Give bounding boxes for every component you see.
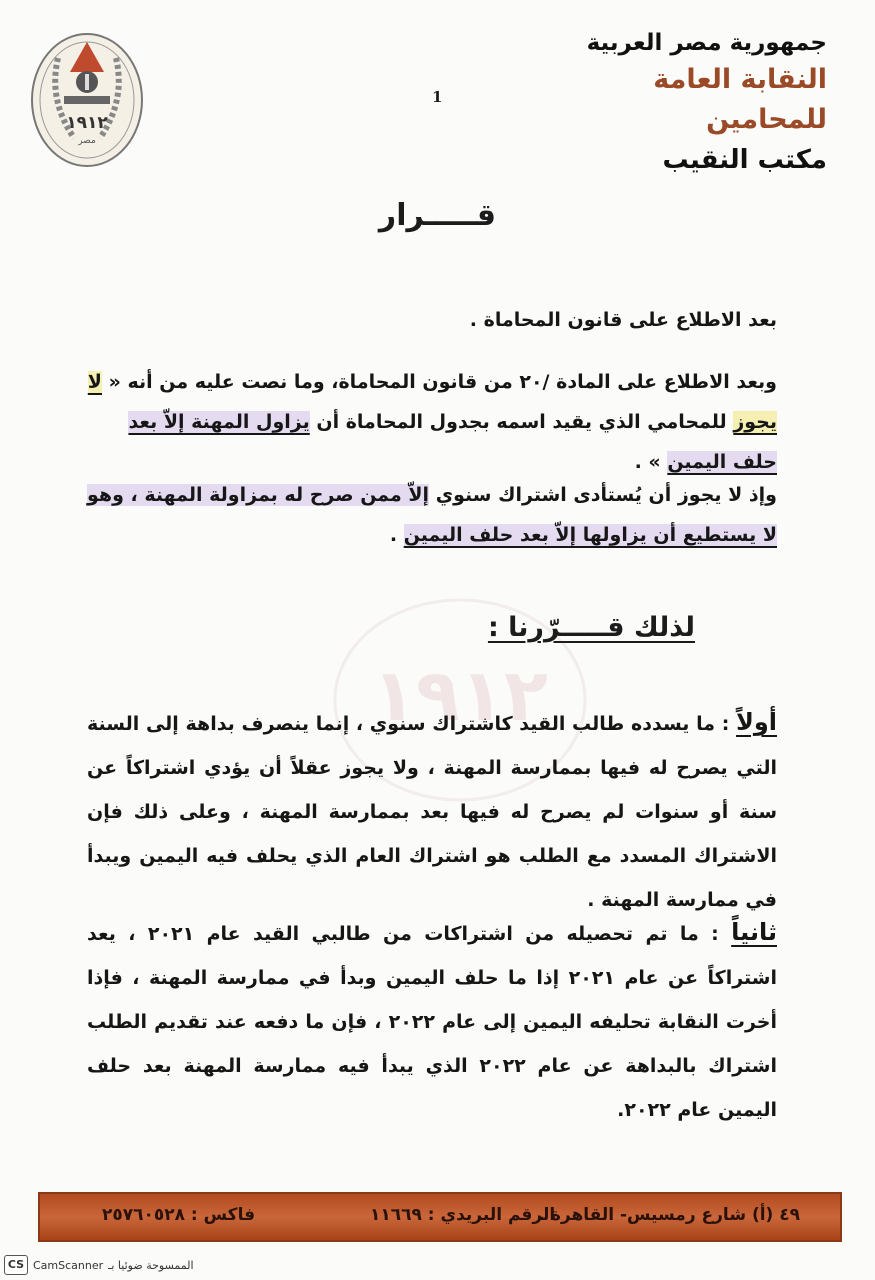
paragraph-1: بعد الاطلاع على قانون المحاماة . <box>469 309 777 331</box>
item-1-label: أولاً <box>735 708 777 736</box>
p2-text-e: » . <box>634 451 668 473</box>
p3-text-a: وإذ لا يجوز أن يُستأدى اشتراك سنوي <box>429 484 777 506</box>
letterhead <box>567 26 827 180</box>
document-title: قـــــرار <box>378 198 497 233</box>
item-2-label: ثانياً <box>731 918 778 946</box>
footer-bar <box>38 1192 842 1242</box>
decision-heading <box>488 612 695 643</box>
country-name: جمهورية مصر العربية <box>586 30 827 56</box>
syndicate-name: النقابة العامة للمحامين <box>653 64 827 135</box>
camscanner-label: CamScanner <box>33 1258 104 1272</box>
logo-subtitle: مصر <box>78 136 96 146</box>
p2-text-a: وبعد الاطلاع على المادة /٢٠ من قانون المحاماة، وما نصت عليه من أنه « <box>101 371 777 393</box>
item-1-text: : ما يسدده طالب القيد كاشتراك سنوي ، إنما ينصرف بداهة إلى السنة التي يصرح له فيها بممارسة المهنة ، ولا يجوز عقلاً أن يؤدي اشتراكاً عن سنة أو سنوات لم يصرح له فيها بعد بممارسة المهنة ، وعلى ذلك فإن الاشتراك المسدد مع الطلب هو اشتراك العام الذي يحلف فيه اليمين ويبدأ في ممارسة المهنة . <box>87 713 777 911</box>
bar-association-logo <box>28 30 146 170</box>
p3-text-e: . <box>389 524 404 546</box>
scanner-watermark <box>4 1255 194 1275</box>
footer-fax: فاكس : ٢٥٧٦٠٥٢٨ <box>102 1205 256 1225</box>
camscanner-icon: CS <box>4 1255 28 1275</box>
p3-highlight: إلاّ ممن صرح له بمزاولة المهنة ، وهو <box>86 484 430 506</box>
decision-item-1 <box>87 700 777 922</box>
decision-heading-text: لذلك قـــــرّرنا : <box>487 612 695 643</box>
paragraph-3 <box>87 475 777 555</box>
p3-emphasis: لا يستطيع أن يزاولها إلاّ بعد حلف اليمين <box>403 524 777 546</box>
item-2-text: : ما تم تحصيله من اشتراكات من طالبي القيد عام ٢٠٢١ ، يعد اشتراكاً عن عام ٢٠٢١ إذا ما حلف اليمين وبدأ في ممارسة المهنة ، فإذا أخرت النقابة تحليفه اليمين إلى عام ٢٠٢٢ ، فإن ما دفعه عند تقديم الطلب اشتراك بالبداهة عن عام ٢٠٢٢ الذي يبدأ فيه ممارسة المهنة بعد حلف اليمين عام ٢٠٢٢. <box>87 923 777 1121</box>
office-name: مكتب النقيب <box>662 145 827 175</box>
watermark-year: ١٩١٢ <box>372 653 548 737</box>
decision-item-2 <box>87 910 777 1132</box>
p2-text-c: للمحامي الذي يقيد اسمه بجدول المحاماة أن <box>309 411 734 433</box>
page-number: 1 <box>432 88 443 106</box>
paragraph-2 <box>87 362 777 482</box>
p2-emphasis-1: لا يجوز <box>87 371 777 433</box>
logo-year: ١٩١٢ <box>66 113 108 133</box>
footer-postal-code: الرقم البريدي : ١١٦٦٩ <box>370 1205 556 1225</box>
p2-emphasis-2: يزاول المهنة إلاّ بعد حلف اليمين <box>128 411 777 473</box>
camscanner-caption: الممسوحة ضوئيا بـ <box>108 1258 194 1272</box>
footer-address: ٤٩ (أ) شارع رمسيس- القاهرة . <box>538 1205 800 1225</box>
